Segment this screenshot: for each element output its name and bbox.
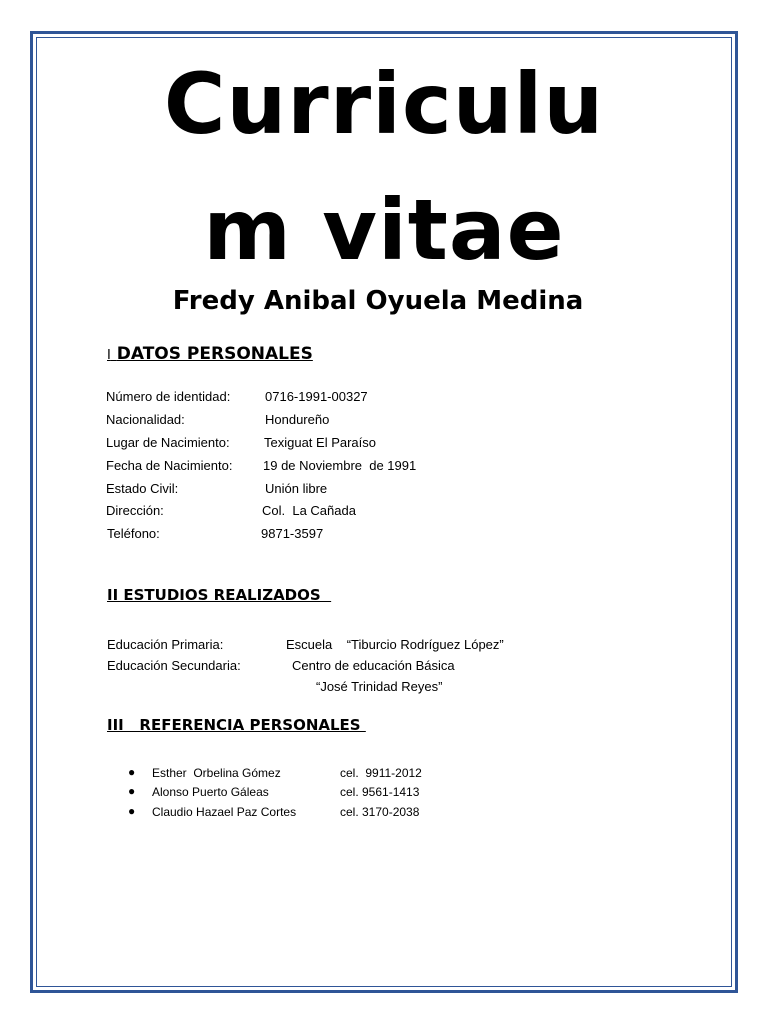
personal-value-civil-status: Unión libre <box>265 481 328 496</box>
personal-value-nationality: Hondureño <box>265 412 330 427</box>
studies-value-primary: Escuela “Tiburcio Rodríguez López” <box>286 637 504 652</box>
reference-phone: cel. 9911-2012 <box>340 766 422 780</box>
section-personal-title: DATOS PERSONALES <box>116 344 313 364</box>
section-references-heading: III REFERENCIA PERSONALES <box>107 716 366 734</box>
personal-label-birthplace: Lugar de Nacimiento: <box>106 435 230 450</box>
reference-phone: cel. 9561-1413 <box>340 785 420 799</box>
studies-value-secondary-name: “José Trinidad Reyes” <box>316 679 443 694</box>
personal-label-birthdate: Fecha de Nacimiento: <box>106 458 233 473</box>
reference-name: Esther Orbelina Gómez <box>152 766 281 780</box>
personal-label-civil-status: Estado Civil: <box>106 481 179 496</box>
title-line-1: Curriculu <box>163 55 605 153</box>
personal-label-phone: Teléfono: <box>107 526 160 541</box>
personal-label-nationality: Nacionalidad: <box>106 412 185 427</box>
reference-name: Claudio Hazael Paz Cortes <box>152 805 297 819</box>
person-name: Fredy Anibal Oyuela Medina <box>172 286 584 316</box>
bullet-icon: ● <box>128 804 136 818</box>
studies-label-secondary: Educación Secundaria: <box>107 658 241 673</box>
section-personal-number: I <box>107 348 111 363</box>
personal-label-id: Número de identidad: <box>106 389 231 404</box>
personal-value-phone: 9871-3597 <box>261 526 324 541</box>
personal-value-birthdate: 19 de Noviembre de 1991 <box>263 458 417 473</box>
personal-label-address: Dirección: <box>106 503 164 518</box>
studies-label-primary: Educación Primaria: <box>107 637 224 652</box>
title-line-2: m vitae <box>203 181 565 279</box>
reference-phone: cel. 3170-2038 <box>340 805 420 819</box>
studies-value-secondary: Centro de educación Básica <box>292 658 455 673</box>
bullet-icon: ● <box>128 784 136 798</box>
personal-value-id: 0716-1991-00327 <box>265 389 368 404</box>
personal-value-address: Col. La Cañada <box>262 503 356 518</box>
bullet-icon: ● <box>128 765 136 779</box>
reference-name: Alonso Puerto Gáleas <box>152 785 269 799</box>
section-personal-heading <box>107 344 313 364</box>
section-studies-heading: II ESTUDIOS REALIZADOS <box>107 586 332 604</box>
personal-value-birthplace: Texiguat El Paraíso <box>264 435 377 450</box>
